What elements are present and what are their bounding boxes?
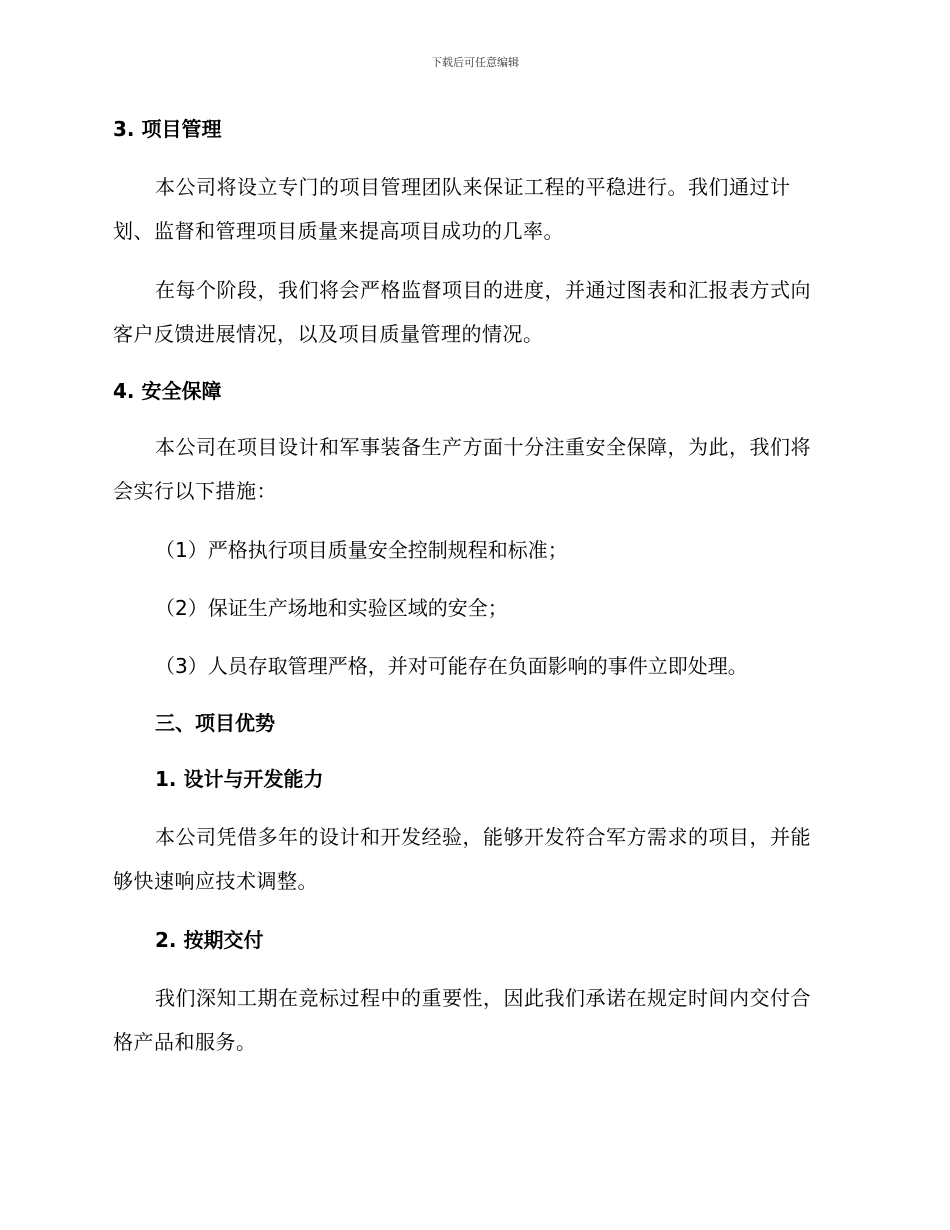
list-item-safety-1: （1）严格执行项目质量安全控制规程和标准；	[155, 538, 568, 562]
section-heading-delivery: 2. 按期交付	[155, 928, 264, 952]
paragraph-design-ability: 本公司凭借多年的设计和开发经验，能够开发符合军方需求的项目，并能够快速响应技术调整。	[113, 825, 811, 893]
paragraph-delivery: 我们深知工期在竞标过程中的重要性，因此我们承诺在规定时间内交付合格产品和服务。	[113, 986, 811, 1054]
section-heading-safety: 4. 安全保障	[113, 379, 222, 403]
section-heading-advantages: 三、项目优势	[155, 711, 275, 735]
list-item-safety-2: （2）保证生产场地和实验区域的安全；	[155, 596, 508, 620]
paragraph-project-management-2: 在每个阶段，我们将会严格监督项目的进度，并通过图表和汇报表方式向客户反馈进展情况，以及项目质量管理的情况。	[113, 278, 811, 346]
paragraph-safety-intro: 本公司在项目设计和军事装备生产方面十分注重安全保障，为此，我们将会实行以下措施：	[113, 435, 811, 503]
paragraph-project-management-1: 本公司将设立专门的项目管理团队来保证工程的平稳进行。我们通过计划、监督和管理项目质量来提高项目成功的几率。	[113, 175, 791, 243]
section-heading-project-management: 3. 项目管理	[113, 117, 222, 141]
section-heading-design-ability: 1. 设计与开发能力	[155, 767, 324, 791]
page-header: 下载后可任意编辑	[431, 56, 519, 69]
list-item-safety-3: （3）人员存取管理严格，并对可能存在负面影响的事件立即处理。	[155, 654, 748, 678]
